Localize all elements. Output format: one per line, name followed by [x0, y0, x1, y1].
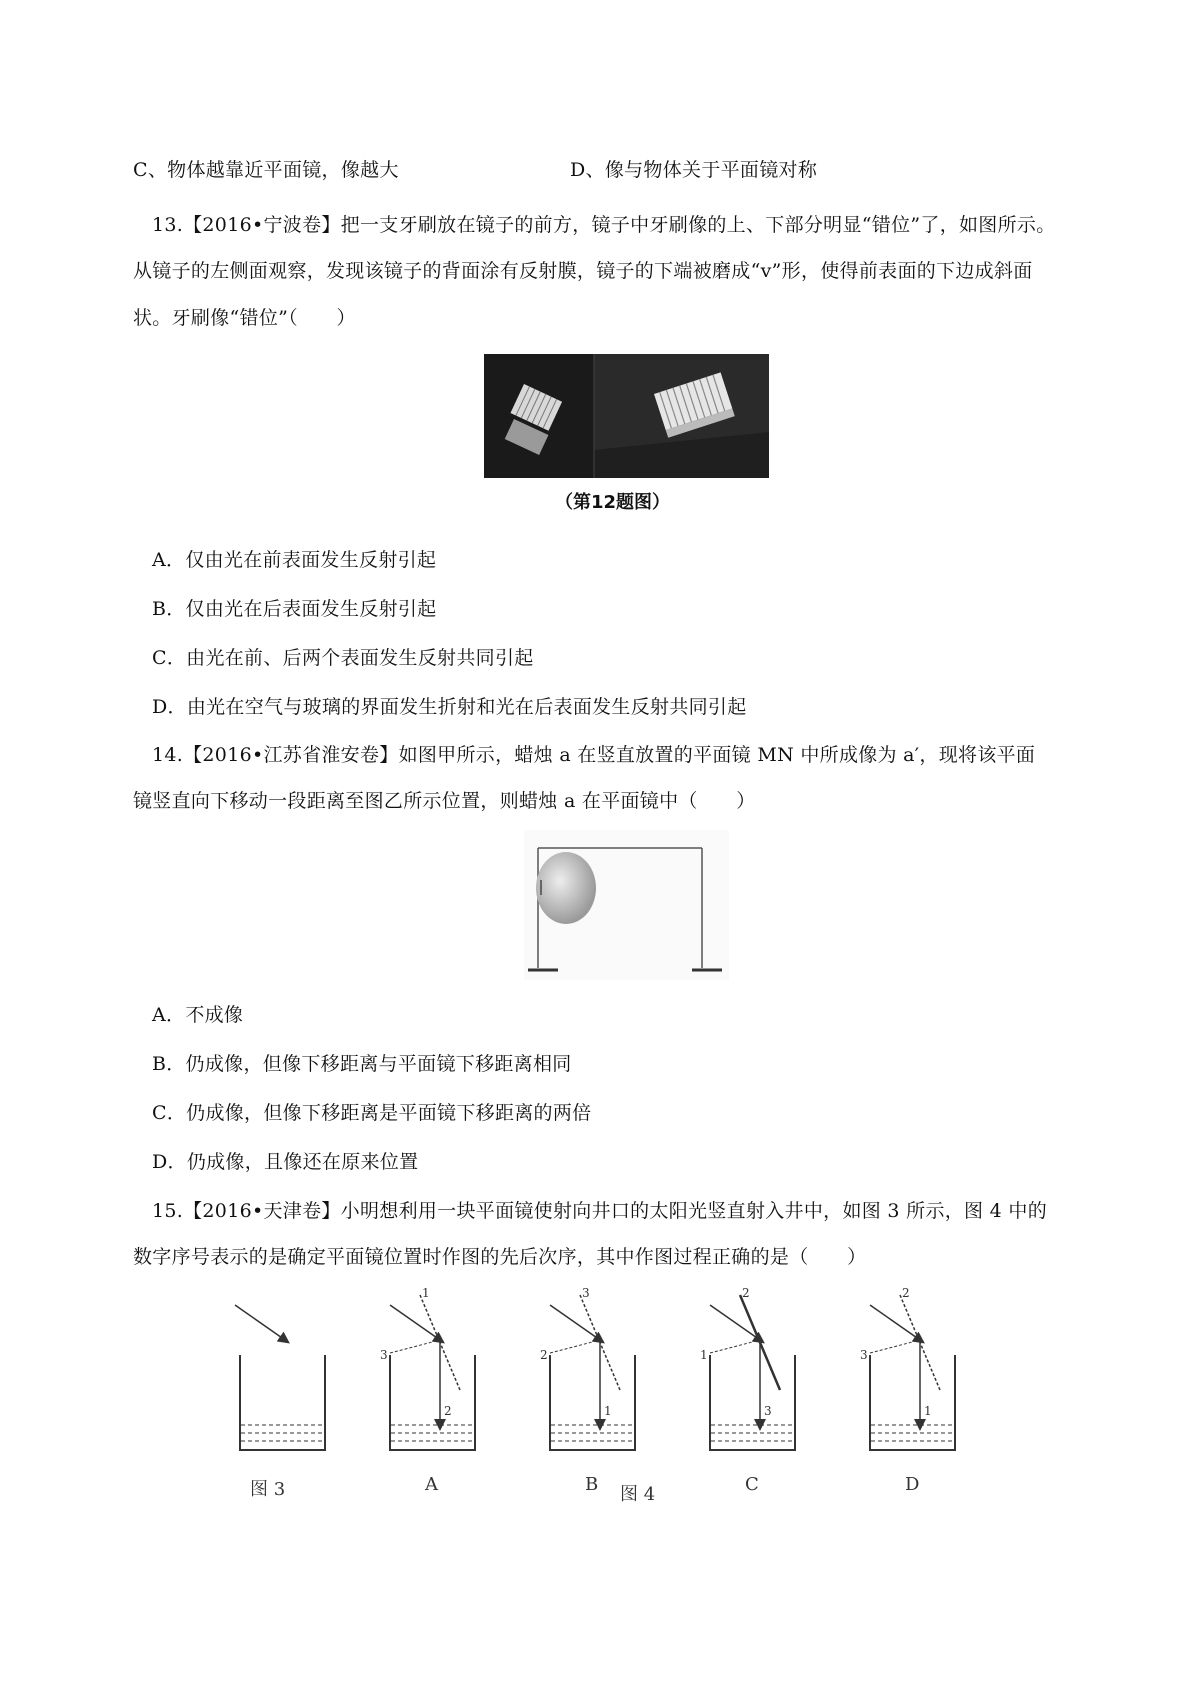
panel-a-label: A: [425, 1474, 438, 1495]
panel-c-step-3: 3: [764, 1404, 772, 1418]
panel-d-step-2: 3: [860, 1348, 868, 1362]
panel-c-step-2: 1: [700, 1348, 708, 1362]
panel-c-step-1: 2: [742, 1286, 750, 1300]
prev-option-d: D、像与物体关于平面镜对称: [570, 159, 818, 181]
panel-b-step-1: 3: [582, 1286, 590, 1300]
fig3-well: [235, 1305, 325, 1500]
prev-option-c: C、物体越靠近平面镜，像越大: [133, 159, 399, 181]
q13-option-d: D．由光在空气与玻璃的界面发生折射和光在后表面发生反射共同引起: [152, 696, 747, 718]
panel-c-well: [700, 1286, 795, 1495]
well-mirror-figures: [220, 1285, 1010, 1510]
panel-d-step-1: 2: [902, 1286, 910, 1300]
q13-option-a: A．仅由光在前表面发生反射引起: [152, 549, 437, 571]
panel-a-step-3: 3: [380, 1348, 388, 1362]
q13-figure-caption: （第12题图）: [555, 492, 671, 513]
panel-d-label: D: [905, 1474, 920, 1495]
toothbrush-mirror-photo: [484, 354, 769, 478]
panel-b-label: B: [585, 1474, 599, 1495]
q14-option-c: C．仍成像，但像下移距离是平面镜下移距离的两倍: [152, 1102, 592, 1124]
q13-text-line1: 13.【2016•宁波卷】把一支牙刷放在镜子的前方，镜子中牙刷像的上、下部分明显“错位”了，如图所示。: [152, 214, 1056, 236]
fig3-label: 图 3: [250, 1479, 286, 1500]
q14-option-b: B．仍成像，但像下移距离与平面镜下移距离相同: [152, 1053, 572, 1075]
q13-option-b: B．仅由光在后表面发生反射引起: [152, 598, 437, 620]
q14-option-a: A．不成像: [152, 1004, 244, 1026]
panel-a-step-2: 2: [444, 1404, 452, 1418]
q13-text-line2: 从镜子的左侧面观察，发现该镜子的背面涂有反射膜，镜子的下端被磨成“v”形，使得前表面的下边成斜面: [133, 260, 1033, 282]
panel-d-well: [860, 1286, 955, 1495]
fig4-label: 图 4: [620, 1484, 656, 1505]
q13-text-line3: 状。牙刷像“错位”（ ）: [133, 307, 356, 329]
panel-a-well: [380, 1286, 475, 1495]
panel-b-step-3: 1: [604, 1404, 612, 1418]
q14-option-d: D．仍成像，且像还在原来位置: [152, 1151, 419, 1173]
panel-b-well: [540, 1286, 635, 1495]
q15-text-line1: 15.【2016•天津卷】小明想利用一块平面镜使射向井口的太阳光竖直射入井中，如图 3 所示，图 4 中的: [152, 1200, 1048, 1222]
panel-c-label: C: [745, 1474, 759, 1495]
q14-text-line1: 14.【2016•江苏省淮安卷】如图甲所示，蜡烛 a 在竖直放置的平面镜 MN 中所成像为 a′，现将该平面: [152, 744, 1036, 766]
q15-text-line2: 数字序号表示的是确定平面镜位置时作图的先后次序，其中作图过程正确的是（ ）: [133, 1246, 867, 1268]
q14-text-line2: 镜竖直向下移动一段距离至图乙所示位置，则蜡烛 a 在平面镜中（ ）: [133, 790, 756, 812]
panel-b-step-2: 2: [540, 1348, 548, 1362]
q13-option-c: C．由光在前、后两个表面发生反射共同引起: [152, 647, 534, 669]
panel-d-step-3: 1: [924, 1404, 932, 1418]
panel-a-step-1: 1: [422, 1286, 430, 1300]
candle-mirror-figure: [524, 830, 729, 980]
